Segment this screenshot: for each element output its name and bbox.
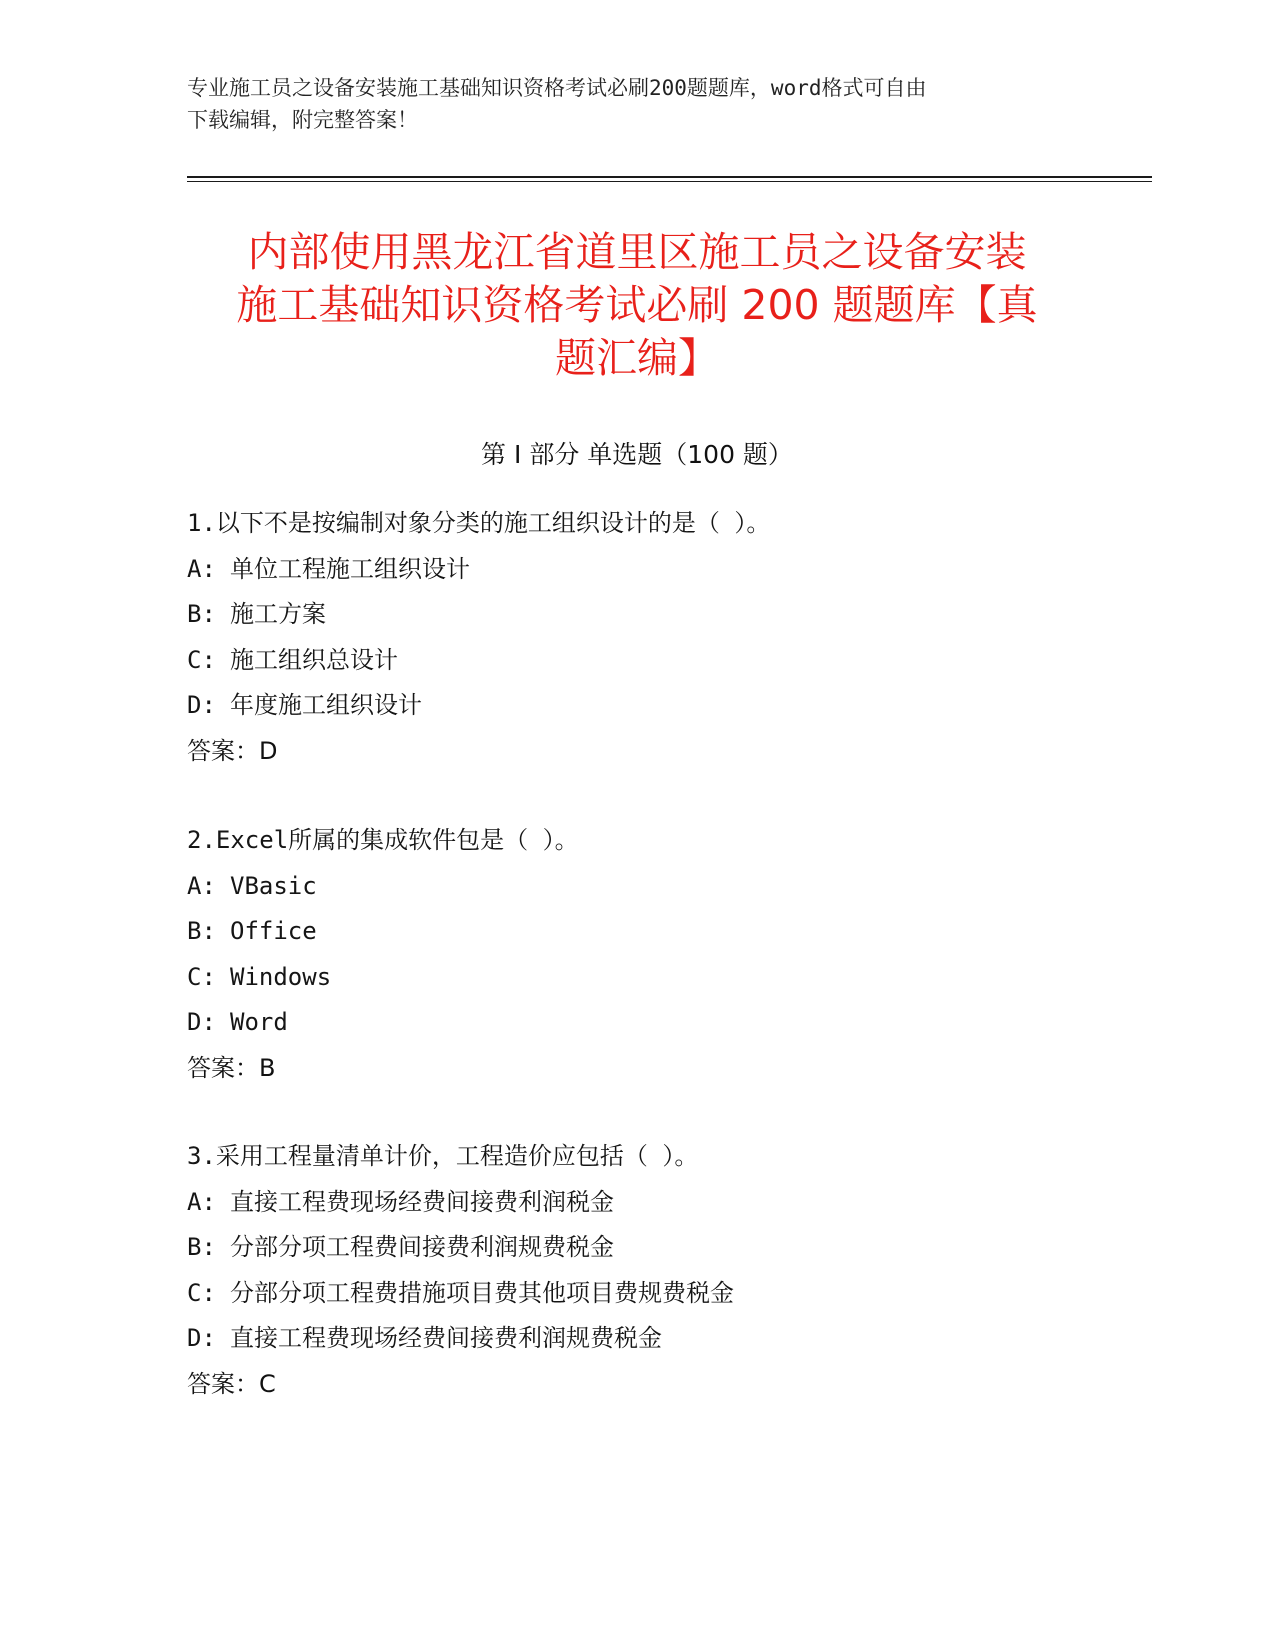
option-text: 分部分项工程费措施项目费其他项目费规费税金 bbox=[230, 1278, 734, 1307]
option-a bbox=[187, 864, 1087, 910]
option-letter: C: bbox=[187, 962, 216, 991]
option-text: Office bbox=[230, 917, 317, 945]
document-title bbox=[187, 226, 1087, 385]
option-d bbox=[187, 1316, 1087, 1362]
option-letter: A: bbox=[187, 554, 216, 583]
option-text: 直接工程费现场经费间接费利润税金 bbox=[230, 1187, 614, 1216]
question-block bbox=[187, 501, 1087, 774]
option-text: 单位工程施工组织设计 bbox=[230, 554, 470, 583]
title-line: 施工基础知识资格考试必刷 200 题题库【真 bbox=[236, 281, 1038, 329]
option-letter: B: bbox=[187, 917, 216, 945]
question-block bbox=[187, 818, 1087, 1091]
option-b bbox=[187, 592, 1087, 638]
option-text: Word bbox=[230, 1008, 288, 1036]
title-line: 题汇编】 bbox=[555, 334, 719, 382]
header-divider-thin bbox=[187, 181, 1152, 182]
option-letter: C: bbox=[187, 1278, 216, 1307]
question-stem: 3.采用工程量清单计价，工程造价应包括（ ）。 bbox=[187, 1142, 699, 1170]
option-letter: A: bbox=[187, 871, 216, 900]
option-text: 分部分项工程费间接费利润规费税金 bbox=[230, 1233, 614, 1261]
option-letter: D: bbox=[187, 1324, 216, 1352]
question-stem: 2.Excel所属的集成软件包是（ ）。 bbox=[187, 826, 579, 854]
option-letter: A: bbox=[187, 1187, 216, 1216]
answer-line: 答案：B bbox=[187, 1053, 276, 1082]
option-text: 施工组织总设计 bbox=[230, 645, 398, 674]
option-a bbox=[187, 1180, 1087, 1226]
header-note bbox=[187, 72, 1087, 136]
option-letter: B: bbox=[187, 600, 216, 628]
option-text: VBasic bbox=[230, 871, 317, 900]
option-d bbox=[187, 683, 1087, 729]
option-d bbox=[187, 1000, 1087, 1046]
option-text: 施工方案 bbox=[230, 600, 326, 628]
option-b bbox=[187, 909, 1087, 955]
answer-line: 答案：D bbox=[187, 736, 278, 765]
section-heading: 第 I 部分 单选题（100 题） bbox=[481, 440, 793, 469]
option-text: 直接工程费现场经费间接费利润规费税金 bbox=[230, 1324, 662, 1352]
option-c bbox=[187, 955, 1087, 1001]
option-text: 年度施工组织设计 bbox=[230, 691, 422, 719]
option-a bbox=[187, 547, 1087, 593]
header-note-line: 专业施工员之设备安装施工基础知识资格考试必刷200题题库，word格式可自由 bbox=[187, 76, 927, 100]
question-stem: 1.以下不是按编制对象分类的施工组织设计的是（ ）。 bbox=[187, 509, 771, 537]
option-letter: B: bbox=[187, 1233, 216, 1261]
option-b bbox=[187, 1225, 1087, 1271]
option-letter: C: bbox=[187, 645, 216, 674]
question-block bbox=[187, 1134, 1087, 1407]
option-c bbox=[187, 638, 1087, 684]
title-line: 内部使用黑龙江省道里区施工员之设备安装 bbox=[247, 228, 1027, 276]
header-divider-thick bbox=[187, 176, 1152, 178]
header-note-line: 下载编辑，附完整答案！ bbox=[187, 108, 418, 132]
option-text: Windows bbox=[230, 962, 332, 991]
option-letter: D: bbox=[187, 1008, 216, 1036]
option-c bbox=[187, 1271, 1087, 1317]
answer-line: 答案：C bbox=[187, 1369, 276, 1398]
option-letter: D: bbox=[187, 691, 216, 719]
